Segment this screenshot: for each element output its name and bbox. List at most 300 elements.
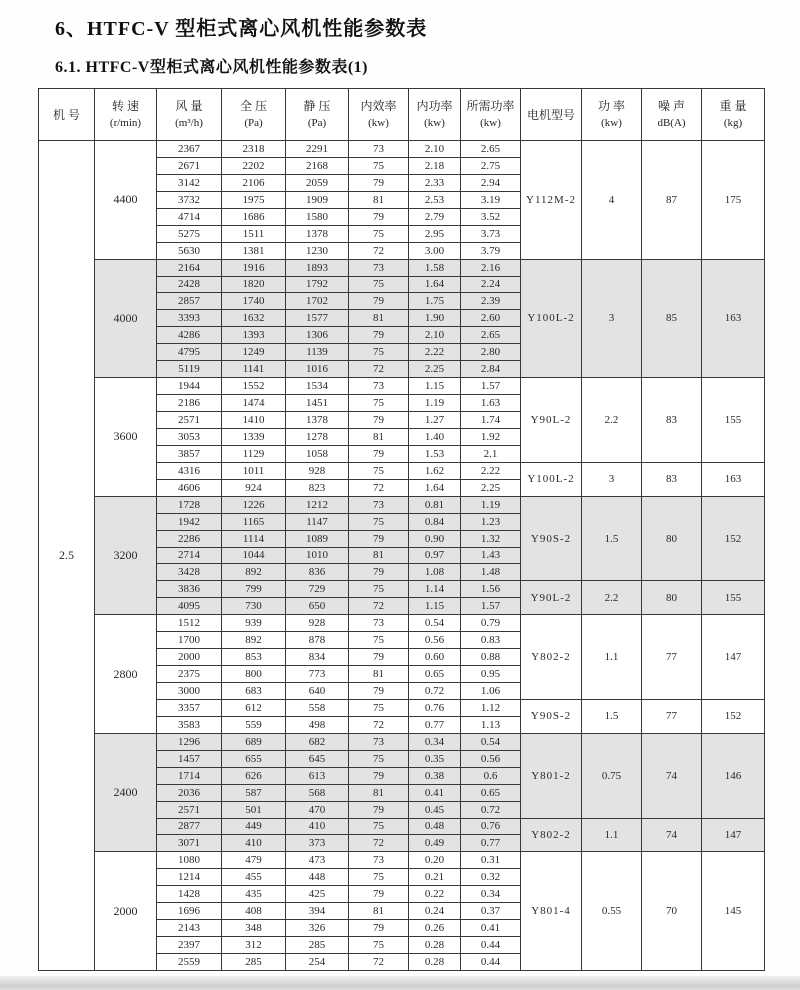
cell-airflow: 3357 <box>157 699 222 716</box>
cell-total-pressure: 410 <box>222 835 286 852</box>
cell-static-pressure: 1058 <box>286 445 349 462</box>
cell-total-pressure: 1044 <box>222 547 286 564</box>
cell-total-pressure: 587 <box>222 784 286 801</box>
cell-total-pressure: 800 <box>222 666 286 683</box>
column-header-static-pressure: 静 压 (Pa) <box>286 89 349 141</box>
cell-required-power: 3.52 <box>461 208 521 225</box>
cell-internal-power: 1.90 <box>409 310 461 327</box>
cell-required-power: 1.92 <box>461 428 521 445</box>
cell-required-power: 2.25 <box>461 479 521 496</box>
cell-efficiency: 72 <box>349 954 409 971</box>
noise-cell: 74 <box>642 733 702 818</box>
cell-required-power: 3.19 <box>461 191 521 208</box>
cell-airflow: 4286 <box>157 327 222 344</box>
cell-efficiency: 75 <box>349 699 409 716</box>
cell-required-power: 1.06 <box>461 683 521 700</box>
cell-static-pressure: 1378 <box>286 412 349 429</box>
cell-static-pressure: 836 <box>286 564 349 581</box>
cell-internal-power: 0.38 <box>409 767 461 784</box>
cell-total-pressure: 1381 <box>222 242 286 259</box>
cell-total-pressure: 479 <box>222 852 286 869</box>
speed-cell: 2800 <box>95 615 157 734</box>
cell-required-power: 1.43 <box>461 547 521 564</box>
cell-total-pressure: 626 <box>222 767 286 784</box>
cell-airflow: 4316 <box>157 462 222 479</box>
table-body <box>39 141 765 971</box>
cell-internal-power: 0.90 <box>409 530 461 547</box>
cell-efficiency: 75 <box>349 632 409 649</box>
cell-efficiency: 73 <box>349 378 409 395</box>
cell-required-power: 2.84 <box>461 361 521 378</box>
cell-static-pressure: 373 <box>286 835 349 852</box>
cell-airflow: 2397 <box>157 937 222 954</box>
cell-airflow: 2186 <box>157 395 222 412</box>
cell-static-pressure: 425 <box>286 886 349 903</box>
cell-total-pressure: 348 <box>222 920 286 937</box>
cell-airflow: 2286 <box>157 530 222 547</box>
cell-required-power: 2.16 <box>461 259 521 276</box>
cell-efficiency: 72 <box>349 361 409 378</box>
cell-internal-power: 2.53 <box>409 191 461 208</box>
motor-model-cell: Y100L-2 <box>521 462 582 496</box>
table-row <box>39 378 765 395</box>
cell-total-pressure: 1339 <box>222 428 286 445</box>
cell-efficiency: 81 <box>349 428 409 445</box>
cell-required-power: 1.56 <box>461 581 521 598</box>
column-header-required-power: 所需功率 (kw) <box>461 89 521 141</box>
weight-cell: 147 <box>702 615 765 700</box>
cell-internal-power: 2.10 <box>409 327 461 344</box>
cell-required-power: 1.19 <box>461 496 521 513</box>
weight-cell: 155 <box>702 581 765 615</box>
cell-efficiency: 79 <box>349 767 409 784</box>
noise-cell: 87 <box>642 141 702 260</box>
cell-internal-power: 1.62 <box>409 462 461 479</box>
column-header-airflow: 风 量 (m³/h) <box>157 89 222 141</box>
cell-airflow: 1728 <box>157 496 222 513</box>
cell-static-pressure: 1577 <box>286 310 349 327</box>
cell-total-pressure: 559 <box>222 716 286 733</box>
cell-airflow: 2036 <box>157 784 222 801</box>
noise-cell: 77 <box>642 699 702 733</box>
column-header-total-pressure: 全 压 (Pa) <box>222 89 286 141</box>
cell-efficiency: 81 <box>349 310 409 327</box>
cell-static-pressure: 928 <box>286 462 349 479</box>
noise-cell: 80 <box>642 581 702 615</box>
cell-efficiency: 79 <box>349 445 409 462</box>
motor-power-cell: 2.2 <box>582 378 642 463</box>
cell-required-power: 0.88 <box>461 649 521 666</box>
cell-static-pressure: 1306 <box>286 327 349 344</box>
cell-static-pressure: 448 <box>286 869 349 886</box>
cell-efficiency: 79 <box>349 683 409 700</box>
motor-model-cell: Y801-2 <box>521 733 582 818</box>
weight-cell: 163 <box>702 259 765 378</box>
cell-internal-power: 0.49 <box>409 835 461 852</box>
column-header-noise: 噪 声 dB(A) <box>642 89 702 141</box>
cell-total-pressure: 655 <box>222 750 286 767</box>
cell-internal-power: 0.72 <box>409 683 461 700</box>
cell-airflow: 1696 <box>157 903 222 920</box>
cell-total-pressure: 1511 <box>222 225 286 242</box>
weight-cell: 163 <box>702 462 765 496</box>
weight-cell: 152 <box>702 496 765 581</box>
cell-efficiency: 75 <box>349 818 409 835</box>
cell-static-pressure: 1212 <box>286 496 349 513</box>
cell-static-pressure: 823 <box>286 479 349 496</box>
cell-static-pressure: 928 <box>286 615 349 632</box>
cell-total-pressure: 689 <box>222 733 286 750</box>
cell-airflow: 2428 <box>157 276 222 293</box>
cell-efficiency: 75 <box>349 750 409 767</box>
cell-airflow: 4714 <box>157 208 222 225</box>
cell-static-pressure: 2291 <box>286 141 349 158</box>
cell-required-power: 1.63 <box>461 395 521 412</box>
column-header-motor-model: 电机型号 <box>521 89 582 141</box>
cell-efficiency: 75 <box>349 462 409 479</box>
column-header-weight: 重 量 (kg) <box>702 89 765 141</box>
cell-airflow: 2000 <box>157 649 222 666</box>
cell-airflow: 2671 <box>157 157 222 174</box>
table-row <box>39 733 765 750</box>
cell-efficiency: 72 <box>349 716 409 733</box>
motor-model-cell: Y112M-2 <box>521 141 582 260</box>
cell-internal-power: 2.22 <box>409 344 461 361</box>
cell-internal-power: 2.25 <box>409 361 461 378</box>
cell-internal-power: 0.76 <box>409 699 461 716</box>
cell-internal-power: 1.15 <box>409 378 461 395</box>
cell-internal-power: 0.21 <box>409 869 461 886</box>
cell-internal-power: 2.79 <box>409 208 461 225</box>
cell-efficiency: 73 <box>349 615 409 632</box>
cell-efficiency: 73 <box>349 141 409 158</box>
cell-required-power: 2.39 <box>461 293 521 310</box>
cell-required-power: 1.32 <box>461 530 521 547</box>
motor-power-cell: 1.5 <box>582 496 642 581</box>
cell-efficiency: 79 <box>349 293 409 310</box>
cell-efficiency: 72 <box>349 598 409 615</box>
cell-internal-power: 2.18 <box>409 157 461 174</box>
column-header-machine-no: 机 号 <box>39 89 95 141</box>
cell-static-pressure: 2168 <box>286 157 349 174</box>
cell-required-power: 0.31 <box>461 852 521 869</box>
motor-power-cell: 4 <box>582 141 642 260</box>
cell-efficiency: 79 <box>349 801 409 818</box>
motor-power-cell: 1.1 <box>582 818 642 852</box>
cell-airflow: 1714 <box>157 767 222 784</box>
cell-required-power: 0.32 <box>461 869 521 886</box>
cell-efficiency: 75 <box>349 581 409 598</box>
cell-static-pressure: 1230 <box>286 242 349 259</box>
motor-model-cell: Y90S-2 <box>521 496 582 581</box>
cell-airflow: 2857 <box>157 293 222 310</box>
weight-cell: 155 <box>702 378 765 463</box>
cell-static-pressure: 878 <box>286 632 349 649</box>
cell-static-pressure: 834 <box>286 649 349 666</box>
motor-model-cell: Y90L-2 <box>521 378 582 463</box>
cell-internal-power: 0.26 <box>409 920 461 937</box>
cell-internal-power: 2.10 <box>409 141 461 158</box>
cell-static-pressure: 410 <box>286 818 349 835</box>
cell-static-pressure: 773 <box>286 666 349 683</box>
cell-efficiency: 81 <box>349 666 409 683</box>
cell-static-pressure: 645 <box>286 750 349 767</box>
column-header-internal-power: 内功率 (kw) <box>409 89 461 141</box>
cell-required-power: 1.48 <box>461 564 521 581</box>
cell-airflow: 1942 <box>157 513 222 530</box>
cell-internal-power: 0.45 <box>409 801 461 818</box>
cell-required-power: 0.44 <box>461 954 521 971</box>
cell-efficiency: 75 <box>349 869 409 886</box>
cell-total-pressure: 1740 <box>222 293 286 310</box>
cell-efficiency: 72 <box>349 242 409 259</box>
cell-airflow: 5275 <box>157 225 222 242</box>
page-bottom-edge <box>0 976 800 990</box>
cell-internal-power: 0.24 <box>409 903 461 920</box>
cell-internal-power: 1.15 <box>409 598 461 615</box>
noise-cell: 83 <box>642 462 702 496</box>
cell-required-power: 0.95 <box>461 666 521 683</box>
cell-internal-power: 2.33 <box>409 174 461 191</box>
column-header-efficiency: 内效率 (kw) <box>349 89 409 141</box>
cell-required-power: 2.75 <box>461 157 521 174</box>
motor-power-cell: 1.5 <box>582 699 642 733</box>
cell-airflow: 4606 <box>157 479 222 496</box>
cell-airflow: 2367 <box>157 141 222 158</box>
cell-efficiency: 79 <box>349 530 409 547</box>
motor-model-cell: Y90L-2 <box>521 581 582 615</box>
cell-required-power: 0.34 <box>461 886 521 903</box>
cell-static-pressure: 729 <box>286 581 349 598</box>
cell-internal-power: 1.75 <box>409 293 461 310</box>
cell-total-pressure: 449 <box>222 818 286 835</box>
cell-efficiency: 79 <box>349 208 409 225</box>
cell-total-pressure: 408 <box>222 903 286 920</box>
cell-airflow: 3393 <box>157 310 222 327</box>
cell-internal-power: 0.22 <box>409 886 461 903</box>
cell-internal-power: 0.41 <box>409 784 461 801</box>
cell-total-pressure: 612 <box>222 699 286 716</box>
cell-total-pressure: 1393 <box>222 327 286 344</box>
cell-total-pressure: 1129 <box>222 445 286 462</box>
cell-airflow: 1296 <box>157 733 222 750</box>
cell-required-power: 0.77 <box>461 835 521 852</box>
cell-static-pressure: 682 <box>286 733 349 750</box>
cell-required-power: 0.79 <box>461 615 521 632</box>
cell-airflow: 3000 <box>157 683 222 700</box>
cell-airflow: 3053 <box>157 428 222 445</box>
cell-efficiency: 79 <box>349 412 409 429</box>
cell-internal-power: 0.97 <box>409 547 461 564</box>
cell-efficiency: 79 <box>349 564 409 581</box>
cell-internal-power: 0.20 <box>409 852 461 869</box>
cell-required-power: 0.37 <box>461 903 521 920</box>
cell-efficiency: 79 <box>349 327 409 344</box>
cell-airflow: 1428 <box>157 886 222 903</box>
cell-static-pressure: 1278 <box>286 428 349 445</box>
cell-required-power: 0.65 <box>461 784 521 801</box>
speed-cell: 4400 <box>95 141 157 260</box>
motor-power-cell: 0.55 <box>582 852 642 971</box>
cell-airflow: 5119 <box>157 361 222 378</box>
cell-total-pressure: 2106 <box>222 174 286 191</box>
noise-cell: 80 <box>642 496 702 581</box>
cell-airflow: 2714 <box>157 547 222 564</box>
cell-airflow: 2571 <box>157 801 222 818</box>
cell-total-pressure: 1474 <box>222 395 286 412</box>
cell-airflow: 1700 <box>157 632 222 649</box>
cell-total-pressure: 1686 <box>222 208 286 225</box>
cell-required-power: 2.1 <box>461 445 521 462</box>
cell-internal-power: 0.65 <box>409 666 461 683</box>
motor-model-cell: Y802-2 <box>521 818 582 852</box>
cell-static-pressure: 1534 <box>286 378 349 395</box>
cell-required-power: 0.83 <box>461 632 521 649</box>
cell-static-pressure: 613 <box>286 767 349 784</box>
motor-model-cell: Y802-2 <box>521 615 582 700</box>
cell-airflow: 2164 <box>157 259 222 276</box>
cell-static-pressure: 1139 <box>286 344 349 361</box>
cell-efficiency: 81 <box>349 191 409 208</box>
cell-static-pressure: 1016 <box>286 361 349 378</box>
cell-total-pressure: 501 <box>222 801 286 818</box>
cell-required-power: 0.6 <box>461 767 521 784</box>
cell-total-pressure: 2202 <box>222 157 286 174</box>
cell-static-pressure: 568 <box>286 784 349 801</box>
cell-total-pressure: 1249 <box>222 344 286 361</box>
cell-required-power: 0.54 <box>461 733 521 750</box>
cell-total-pressure: 683 <box>222 683 286 700</box>
cell-efficiency: 75 <box>349 157 409 174</box>
cell-total-pressure: 1632 <box>222 310 286 327</box>
cell-internal-power: 0.28 <box>409 937 461 954</box>
cell-internal-power: 1.58 <box>409 259 461 276</box>
cell-total-pressure: 1226 <box>222 496 286 513</box>
cell-total-pressure: 435 <box>222 886 286 903</box>
cell-airflow: 3583 <box>157 716 222 733</box>
cell-required-power: 2.65 <box>461 141 521 158</box>
cell-internal-power: 0.28 <box>409 954 461 971</box>
cell-required-power: 0.44 <box>461 937 521 954</box>
cell-static-pressure: 1702 <box>286 293 349 310</box>
cell-internal-power: 0.60 <box>409 649 461 666</box>
motor-power-cell: 1.1 <box>582 615 642 700</box>
motor-power-cell: 3 <box>582 259 642 378</box>
cell-internal-power: 0.35 <box>409 750 461 767</box>
cell-airflow: 2571 <box>157 412 222 429</box>
cell-required-power: 1.23 <box>461 513 521 530</box>
cell-airflow: 3071 <box>157 835 222 852</box>
cell-required-power: 0.56 <box>461 750 521 767</box>
cell-static-pressure: 1010 <box>286 547 349 564</box>
cell-airflow: 1944 <box>157 378 222 395</box>
cell-required-power: 2.60 <box>461 310 521 327</box>
cell-required-power: 2.80 <box>461 344 521 361</box>
speed-cell: 2000 <box>95 852 157 971</box>
column-header-speed: 转 速 (r/min) <box>95 89 157 141</box>
cell-internal-power: 0.84 <box>409 513 461 530</box>
cell-internal-power: 1.14 <box>409 581 461 598</box>
cell-required-power: 2.65 <box>461 327 521 344</box>
cell-required-power: 1.57 <box>461 598 521 615</box>
cell-internal-power: 1.64 <box>409 276 461 293</box>
cell-airflow: 2877 <box>157 818 222 835</box>
cell-airflow: 1512 <box>157 615 222 632</box>
cell-efficiency: 73 <box>349 496 409 513</box>
cell-internal-power: 1.27 <box>409 412 461 429</box>
cell-static-pressure: 1792 <box>286 276 349 293</box>
cell-required-power: 2.94 <box>461 174 521 191</box>
cell-static-pressure: 394 <box>286 903 349 920</box>
cell-airflow: 3142 <box>157 174 222 191</box>
table-row <box>39 141 765 158</box>
fan-performance-table <box>38 88 765 971</box>
cell-efficiency: 73 <box>349 259 409 276</box>
cell-static-pressure: 640 <box>286 683 349 700</box>
cell-airflow: 3836 <box>157 581 222 598</box>
table-row <box>39 852 765 869</box>
cell-airflow: 4095 <box>157 598 222 615</box>
cell-efficiency: 73 <box>349 852 409 869</box>
cell-static-pressure: 498 <box>286 716 349 733</box>
cell-total-pressure: 285 <box>222 954 286 971</box>
speed-cell: 3600 <box>95 378 157 497</box>
cell-static-pressure: 254 <box>286 954 349 971</box>
table-row <box>39 259 765 276</box>
weight-cell: 175 <box>702 141 765 260</box>
cell-static-pressure: 473 <box>286 852 349 869</box>
cell-total-pressure: 892 <box>222 564 286 581</box>
cell-required-power: 0.72 <box>461 801 521 818</box>
cell-required-power: 1.12 <box>461 699 521 716</box>
motor-model-cell: Y90S-2 <box>521 699 582 733</box>
cell-total-pressure: 1410 <box>222 412 286 429</box>
noise-cell: 74 <box>642 818 702 852</box>
cell-total-pressure: 1011 <box>222 462 286 479</box>
cell-airflow: 2143 <box>157 920 222 937</box>
cell-airflow: 2375 <box>157 666 222 683</box>
cell-required-power: 0.76 <box>461 818 521 835</box>
cell-total-pressure: 1916 <box>222 259 286 276</box>
cell-airflow: 3428 <box>157 564 222 581</box>
page-title: 6、HTFC-V 型柜式离心风机性能参数表 <box>55 18 428 40</box>
cell-efficiency: 75 <box>349 395 409 412</box>
cell-internal-power: 1.53 <box>409 445 461 462</box>
speed-cell: 4000 <box>95 259 157 378</box>
cell-total-pressure: 1975 <box>222 191 286 208</box>
cell-airflow: 5630 <box>157 242 222 259</box>
cell-static-pressure: 1089 <box>286 530 349 547</box>
cell-static-pressure: 1580 <box>286 208 349 225</box>
cell-internal-power: 1.08 <box>409 564 461 581</box>
cell-total-pressure: 924 <box>222 479 286 496</box>
noise-cell: 77 <box>642 615 702 700</box>
cell-required-power: 2.22 <box>461 462 521 479</box>
motor-model-cell: Y100L-2 <box>521 259 582 378</box>
cell-efficiency: 75 <box>349 225 409 242</box>
cell-efficiency: 72 <box>349 479 409 496</box>
noise-cell: 83 <box>642 378 702 463</box>
cell-total-pressure: 1552 <box>222 378 286 395</box>
cell-efficiency: 81 <box>349 547 409 564</box>
table-row <box>39 615 765 632</box>
cell-total-pressure: 853 <box>222 649 286 666</box>
cell-efficiency: 81 <box>349 903 409 920</box>
cell-total-pressure: 730 <box>222 598 286 615</box>
weight-cell: 146 <box>702 733 765 818</box>
cell-internal-power: 2.95 <box>409 225 461 242</box>
cell-efficiency: 79 <box>349 174 409 191</box>
